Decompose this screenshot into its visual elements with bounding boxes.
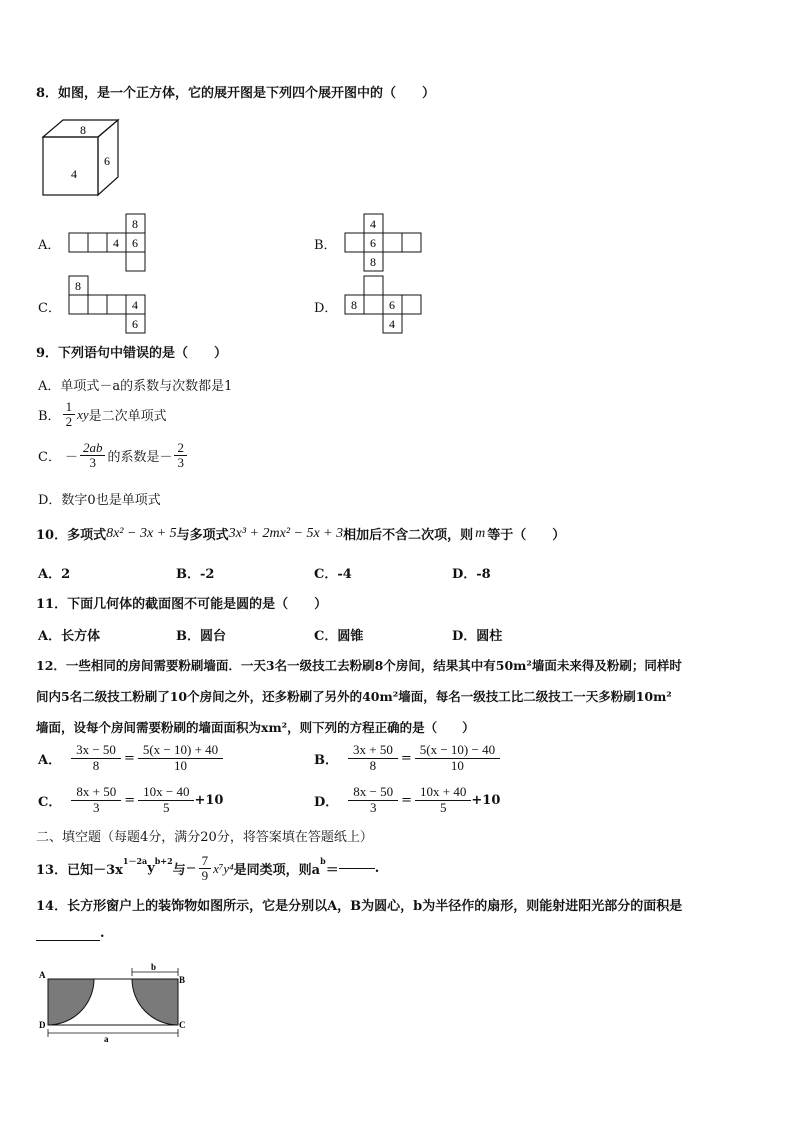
q14-label-a: a (104, 1034, 109, 1044)
q12-option-c (38, 785, 223, 816)
q12-b-label: B． (314, 752, 338, 768)
q8-option-d-label: D． (314, 301, 338, 316)
q8-net-a (66, 212, 148, 274)
q8-cube-figure (38, 115, 128, 203)
net-c-cell-4: 4 (132, 298, 138, 312)
q13-stem (36, 854, 379, 884)
q13-eq: ＝ (325, 863, 339, 879)
net-c-cell-8: 8 (75, 279, 81, 293)
section-2-heading: 二、填空题（每题4分，满分20分，将答案填在答题纸上） (36, 830, 373, 845)
q10-stem-post: 相加后不含二次项，则 (343, 528, 474, 543)
q12-a-eq: = (123, 750, 135, 766)
q9-option-d: D．数字0也是单项式 (38, 493, 161, 508)
q14-stem: 14．长方形窗户上的装饰物如图所示，它是分别以A，B为圆心，b为半径作的扇形，则能射进阳光部分的面积是 (36, 899, 683, 914)
q14-window-figure (36, 962, 196, 1044)
q10-stem-end: 等于（ ） (487, 528, 566, 543)
q12-d-right-num: 10x + 40 (415, 785, 471, 801)
q14-answer-blank[interactable] (36, 926, 100, 941)
q13-exp1: 1－2a (122, 856, 148, 866)
q9-stem: 9．下列语句中错误的是（ ） (36, 346, 228, 361)
net-d-cell-6: 6 (389, 298, 395, 312)
q12-c-eq: = (124, 792, 136, 808)
q8-net-c (66, 274, 148, 336)
net-d-cell-4: 4 (389, 317, 395, 331)
q11-option-c: C．圆锥 (314, 629, 364, 644)
q12-line-2: 间内5名二级技工粉刷了10个房间之外，还多粉刷了另外的40m²墙面，每名一级技工比二级技工一天多粉刷10m² (36, 689, 672, 704)
q14-end: . (100, 926, 105, 941)
q12-b-right-den: 10 (450, 757, 464, 773)
q14-label-D: D (39, 1020, 46, 1030)
q9-option-b (38, 400, 167, 430)
q12-d-left-den: 3 (369, 799, 377, 815)
q10-var: m (475, 525, 486, 541)
q13-pre: 13．已知－3x (36, 863, 123, 879)
q9-option-a: A．单项式－a的系数与次数都是1 (38, 379, 233, 394)
q14-label-B: B (179, 975, 186, 985)
q10-stem-pre: 10．多项式 (36, 528, 107, 543)
q8-option-c-label: C． (38, 301, 61, 316)
q12-line-3: 墙面，设每个房间需要粉刷的墙面面积为xm²，则下列的方程正确的是（ ） (36, 720, 475, 735)
q12-option-b (314, 743, 500, 774)
q13-answer-blank[interactable] (339, 868, 375, 869)
q13-mid: 与 (172, 863, 186, 879)
q10-mid: 与多项式 (176, 528, 229, 543)
net-d-cell-8: 8 (351, 298, 357, 312)
cube-top-label: 8 (80, 123, 86, 137)
q12-a-left-den: 8 (92, 757, 100, 773)
q14-label-b: b (151, 962, 157, 972)
q9-c-text: 的系数是－ (107, 450, 173, 466)
q11-option-a: A．长方体 (38, 629, 101, 644)
q10-poly1: 8x² − 3x + 5 (106, 525, 177, 541)
q10-option-d: D．-8 (452, 567, 491, 582)
q9-c-num: 2ab (80, 441, 106, 456)
q8-net-d (342, 274, 426, 336)
q9-b-label: B． (38, 409, 61, 425)
q12-d-right-den: 5 (439, 799, 447, 815)
q10-option-c: C．-4 (314, 567, 352, 582)
q12-a-label: A． (38, 752, 62, 768)
q12-a-right-num: 5(x − 10) + 40 (138, 743, 223, 759)
q13-minus: − (185, 861, 197, 877)
q9-c-den2: 3 (177, 455, 184, 471)
q10-option-b: B．-2 (176, 567, 215, 582)
q10-poly2: 3x³ + 2mx² − 5x + 3 (228, 525, 344, 541)
q8-option-a-label: A． (38, 238, 61, 253)
cube-right-label: 6 (104, 154, 110, 168)
q12-line-1: 12．一些相同的房间需要粉刷墙面．一天3名一级技工去粉刷8个房间，结果其中有50m²墙面未来得及粉刷；同样时 (36, 658, 682, 673)
q12-d-label: D． (314, 794, 339, 810)
q12-a-left-num: 3x − 50 (71, 743, 121, 759)
net-b-cell-4: 4 (370, 217, 376, 231)
q12-b-right-num: 5(x − 10) − 40 (415, 743, 500, 759)
q9-c-label: C． (38, 450, 61, 466)
q10-option-a: A．2 (38, 567, 71, 582)
q12-option-a (38, 743, 223, 774)
q8-stem: 8．如图，是一个正方体，它的展开图是下列四个展开图中的（ ） (36, 86, 436, 101)
q12-d-tail: +10 (471, 792, 501, 808)
q9-option-c (38, 441, 189, 471)
q12-option-d (314, 785, 500, 816)
q9-b-den: 2 (65, 414, 73, 430)
q12-d-eq: = (401, 792, 413, 808)
q11-stem: 11．下面几何体的截面图不可能是圆的是（ ） (36, 597, 328, 612)
q13-den: 9 (201, 868, 209, 884)
q8-net-b (342, 212, 426, 274)
q14-label-A: A (39, 970, 46, 980)
q12-a-right-den: 10 (174, 757, 187, 773)
net-b-cell-6: 6 (370, 236, 376, 250)
q12-b-eq: = (400, 750, 412, 766)
net-a-cell-6: 6 (132, 236, 138, 250)
q12-d-left-num: 8x − 50 (348, 785, 398, 801)
q9-c-den: 3 (89, 455, 96, 471)
q13-num: 7 (199, 854, 212, 869)
q9-b-text: 是二次单项式 (88, 409, 167, 425)
q10-stem (36, 524, 565, 543)
q14-label-C: C (179, 1020, 186, 1030)
q11-option-b: B．圆台 (176, 629, 226, 644)
q13-term: x⁷y⁴ (213, 860, 234, 876)
q12-b-left-num: 3x + 50 (348, 743, 398, 759)
q9-b-var: xy (77, 406, 89, 422)
q12-c-label: C． (38, 794, 62, 810)
q9-c-num2: 2 (174, 441, 187, 456)
net-c-cell-6: 6 (132, 317, 138, 331)
q12-c-right-num: 10x − 40 (138, 785, 194, 801)
net-b-cell-8: 8 (370, 255, 376, 269)
net-a-cell-8: 8 (132, 217, 138, 231)
q12-c-right-den: 5 (163, 799, 170, 815)
q13-expb: b (320, 856, 326, 866)
net-a-cell-4: 4 (113, 236, 119, 250)
q9-b-num: 1 (63, 400, 76, 415)
q8-option-b-label: B． (314, 238, 337, 253)
q12-b-left-den: 8 (369, 757, 377, 773)
q12-c-tail: +10 (194, 792, 224, 808)
q12-c-left-den: 3 (93, 799, 100, 815)
cube-front-label: 4 (71, 167, 77, 181)
q9-c-minus: － (64, 450, 78, 466)
q13-exp2: b+2 (154, 856, 173, 866)
q14-answer-line (36, 926, 105, 941)
q13-y: y (147, 861, 155, 877)
q11-option-d: D．圆柱 (452, 629, 503, 644)
q13-end: . (374, 861, 380, 877)
q13-post: 是同类项，则a (233, 863, 321, 879)
q12-c-left-num: 8x + 50 (71, 785, 121, 801)
